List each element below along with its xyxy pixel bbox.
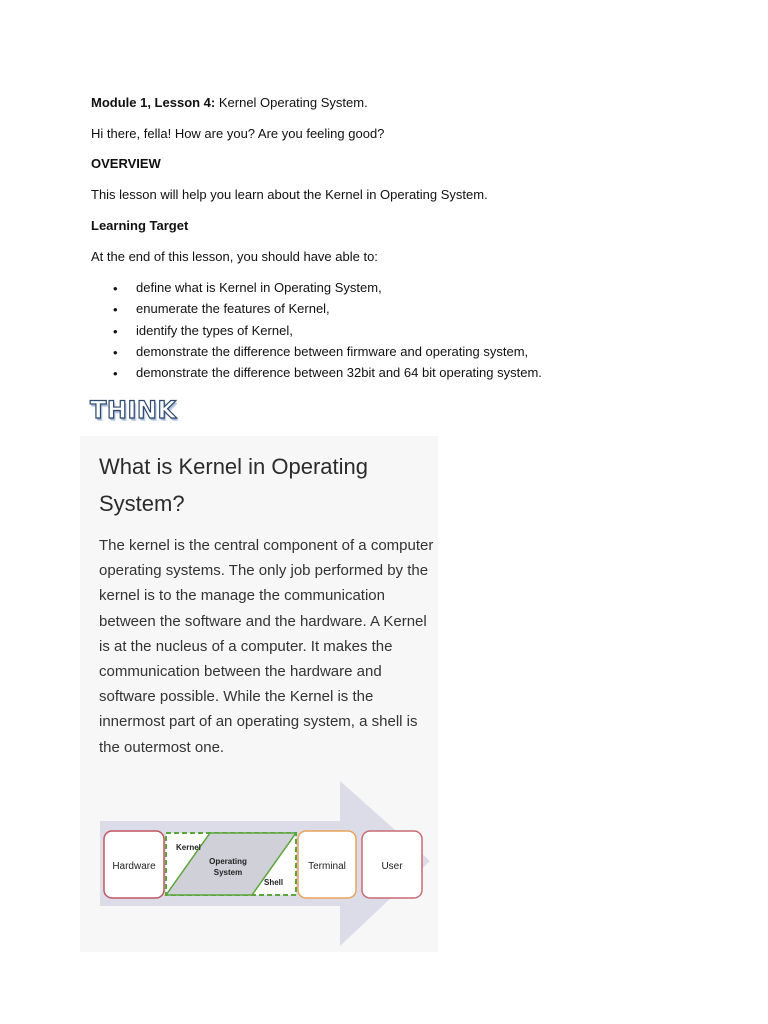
greeting-text: Hi there, fella! How are you? Are you feeling good? [91, 126, 385, 141]
bullet-icon: • [113, 344, 118, 360]
think-heading: THINK [90, 396, 177, 424]
bullet-icon: • [113, 302, 118, 318]
list-item: • demonstrate the difference between firmware and operating system, [113, 343, 529, 360]
list-item: • identify the types of Kernel, [113, 322, 293, 339]
overview-heading: OVERVIEW [91, 156, 161, 171]
list-item: • define what is Kernel in Operating System, [113, 280, 382, 296]
kernel-label: Kernel [176, 843, 201, 852]
kernel-diagram [80, 776, 438, 952]
user-label: User [381, 861, 403, 872]
bullet-icon: • [113, 323, 118, 339]
operating-label: Operating [209, 857, 247, 866]
card-body: The kernel is the central component of a computer operating systems. The only job performed by the kernel is to the manage the communication between the software and the hardware. A Kernel is at the nucleus of a computer. It makes the communication between the hardware and software possible. While the Kernel is the innermost part of an operating system, a shell is the outermost one. [99, 537, 434, 756]
learning-target-list [91, 280, 542, 386]
lesson-header [91, 95, 368, 111]
bullet-icon: • [113, 366, 118, 382]
hardware-label: Hardware [112, 861, 156, 872]
shell-label: Shell [264, 878, 284, 887]
learning-target-intro: At the end of this lesson, you should have able to: [91, 249, 378, 264]
learning-target-heading: Learning Target [91, 218, 189, 233]
kernel-info-card [80, 436, 438, 952]
card-title: What is Kernel in Operating System? [99, 454, 369, 516]
terminal-label: Terminal [308, 861, 346, 872]
module-title: Kernel Operating System. [215, 95, 368, 110]
module-label: Module 1, Lesson 4: [91, 95, 216, 110]
list-item: • enumerate the features of Kernel, [113, 301, 330, 318]
overview-text: This lesson will help you learn about the Kernel in Operating System. [91, 187, 488, 202]
bullet-icon: • [113, 281, 118, 296]
list-item: • demonstrate the difference between 32bit and 64 bit operating system. [113, 365, 542, 382]
system-label: System [213, 868, 243, 877]
